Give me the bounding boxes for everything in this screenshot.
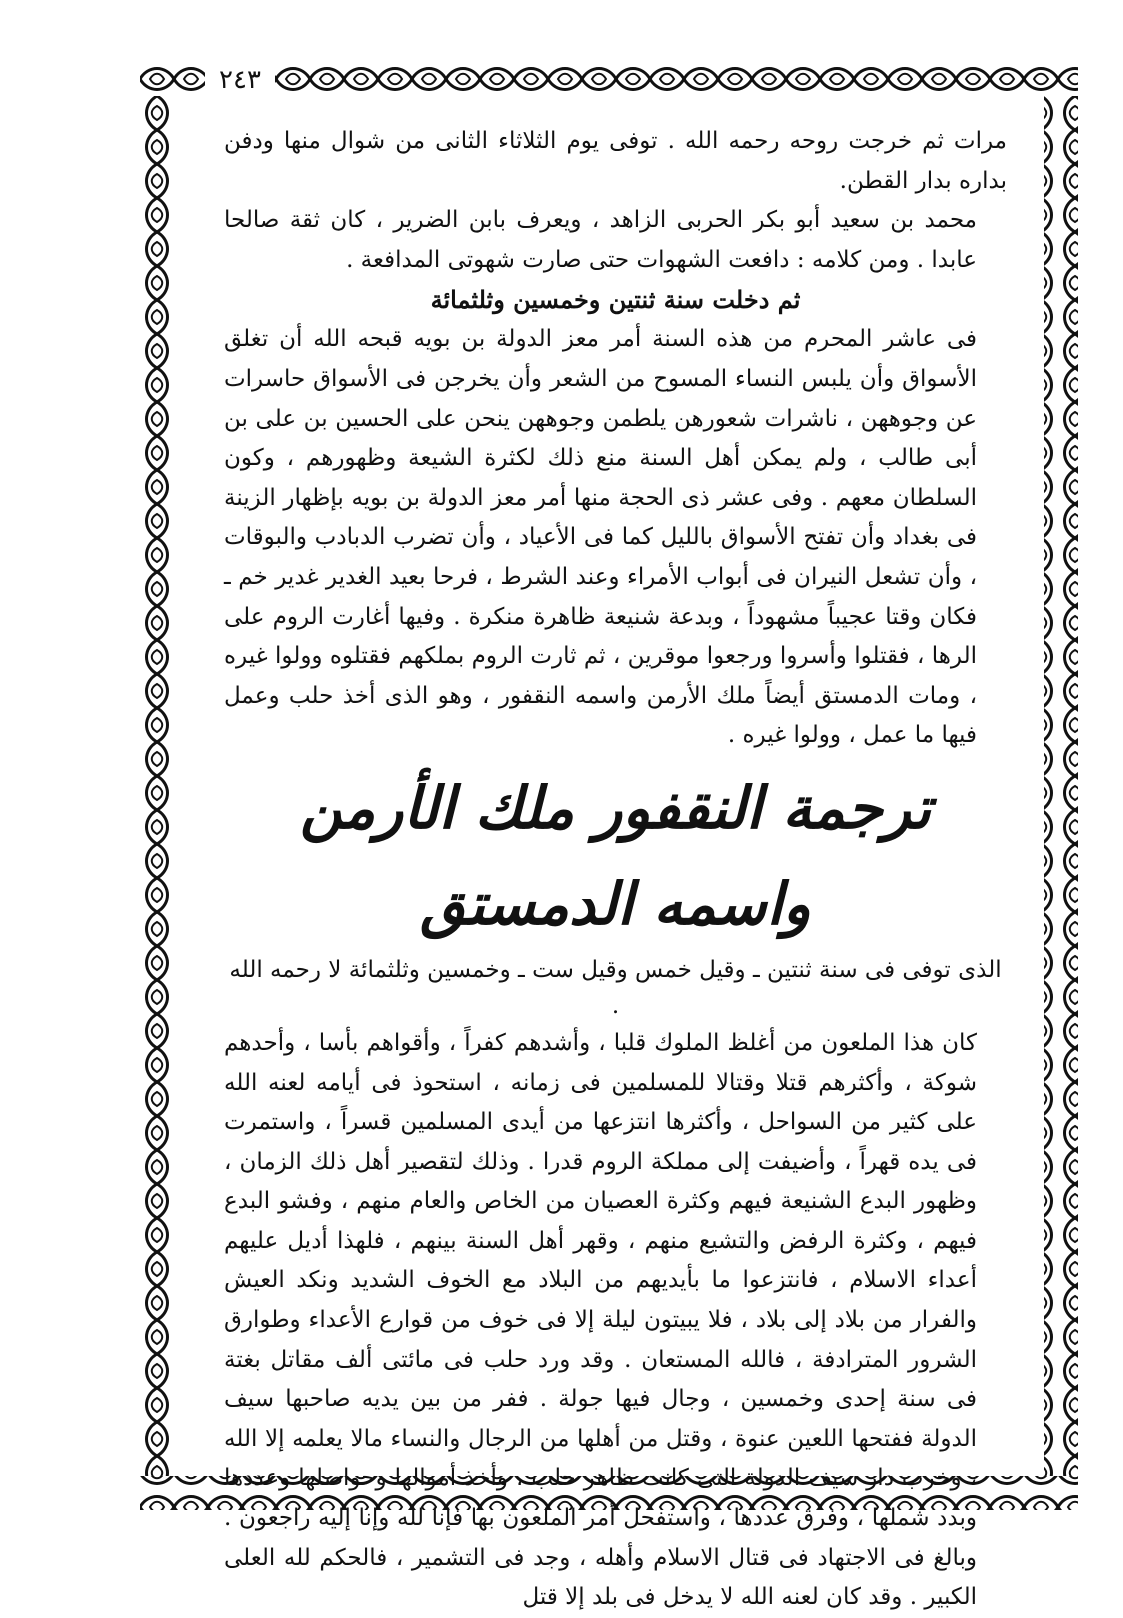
biography-subline: الذى توفى فى سنة ثنتين ـ وقيل خمس وقيل ست ـ وخمسين وثلثمائة لا رحمه الله . (229, 956, 1002, 1019)
paragraph-top-2: محمد بن سعيد أبو بكر الحربى الزاهد ، ويعرف بابن الضرير ، كان ثقة صالحا عابدا . ومن كلامه : دافعت الشهوات حتى صارت شهوتى المدافعة . (224, 207, 977, 273)
section-heading: ثم دخلت سنة ثنتين وخمسين وثلثمائة (430, 285, 801, 315)
paragraph-main: فى عاشر المحرم من هذه السنة أمر معز الدولة بن بويه قبحه الله أن تغلق الأسواق وأن يلبس النساء المسوح من الشعر وأن يخرجن فى الأسواق حاسرات عن وجوههن ، ناشرات شعورهن يلطمن وجوههن ينحن على الحسين بن على بن أبى طالب ، ولم يمكن أهل السنة منع ذلك لكثرة الشيعة وظهورهم ، وكون السلطان معهم . وفى عشر ذى الحجة منها أمر معز الدولة بن بويه بإظهار الزينة فى بغداد وأن تفتح الأسواق بالليل كما فى الأعياد ، وأن تضرب الدبادب والبوقات ، وأن تشعل النيران فى أبواب الأمراء وعند الشرط ، فرحا بعيد الغدير غدير خم ـ فكان وقتا عجيباً مشهوداً ، وبدعة شنيعة ظاهرة منكرة . وفيها أغارت الروم على الرها ، فقتلوا وأسروا ورجعوا موقرين ، ثم ثارت الروم بملكهم فقتلوه وولوا غيره ، ومات الدمستق أيضاً ملك الأرمن واسمه النقفور ، وهو الذى أخذ حلب وعمل فيها ما عمل ، وولوا غيره . (224, 326, 977, 749)
page-number: ٢٤٣ (205, 63, 275, 97)
page-body (224, 122, 1007, 1611)
paragraph-top-1: مرات ثم خرجت روحه رحمه الله . توفى يوم الثلاثاء الثانى من شوال منها ودفن بداره بدار القطن. (224, 128, 1007, 194)
paragraph-bottom: كان هذا الملعون من أغلظ الملوك قلبا ، وأشدهم كفراً ، وأقواهم بأسا ، وأحدهم شوكة ، وأكثرهم قتلا وقتالا للمسلمين فى زمانه ، استحوذ فى أيامه لعنه الله على كثير من السواحل ، وأكثرها انتزعها من أيدى المسلمين قسراً ، واستمرت فى يده قهراً ، وأضيفت إلى مملكة الروم قدرا . وذلك لتقصير أهل ذلك الزمان ، وظهور البدع الشنيعة فيهم وكثرة العصيان من الخاص والعام منهم ، وفشو البدع فيهم ، وكثرة الرفض والتشيع منهم ، وقهر أهل السنة بينهم ، فلهذا أديل عليهم أعداء الاسلام ، فانتزعوا ما بأيديهم من البلاد مع الخوف الشديد ونكد العيش والفرار من بلاد إلى بلاد ، فلا يبيتون ليلة إلا فى خوف من قوارع الأعداء وطوارق الشرور المترادفة ، فالله المستعان . وقد ورد حلب فى مائتى ألف مقاتل بغتة فى سنة إحدى وخمسين ، وجال فيها جولة . ففر من بين يديه صاحبها سيف الدولة ففتحها اللعين عنوة ، وقتل من أهلها من الرجال والنساء مالا يعلمه إلا الله ، وخرب دار سيف الدولة التى كانت ظاهر حلب ، وأخذ أموالها وحواصلها وعددها وبدد شملها ، وفرق عددها ، واستفحل أمر الملعون بها فإنا لله وإنا إليه راجعون . وبالغ فى الاجتهاد فى قتال الاسلام وأهله ، وجد فى التشمير ، فالحكم لله العلى الكبير . وقد كان لعنه الله لا يدخل فى بلد إلا قتل (224, 1029, 978, 1611)
biography-heading: ترجمة النقفور ملك الأرمن واسمه الدمستق (300, 773, 931, 938)
